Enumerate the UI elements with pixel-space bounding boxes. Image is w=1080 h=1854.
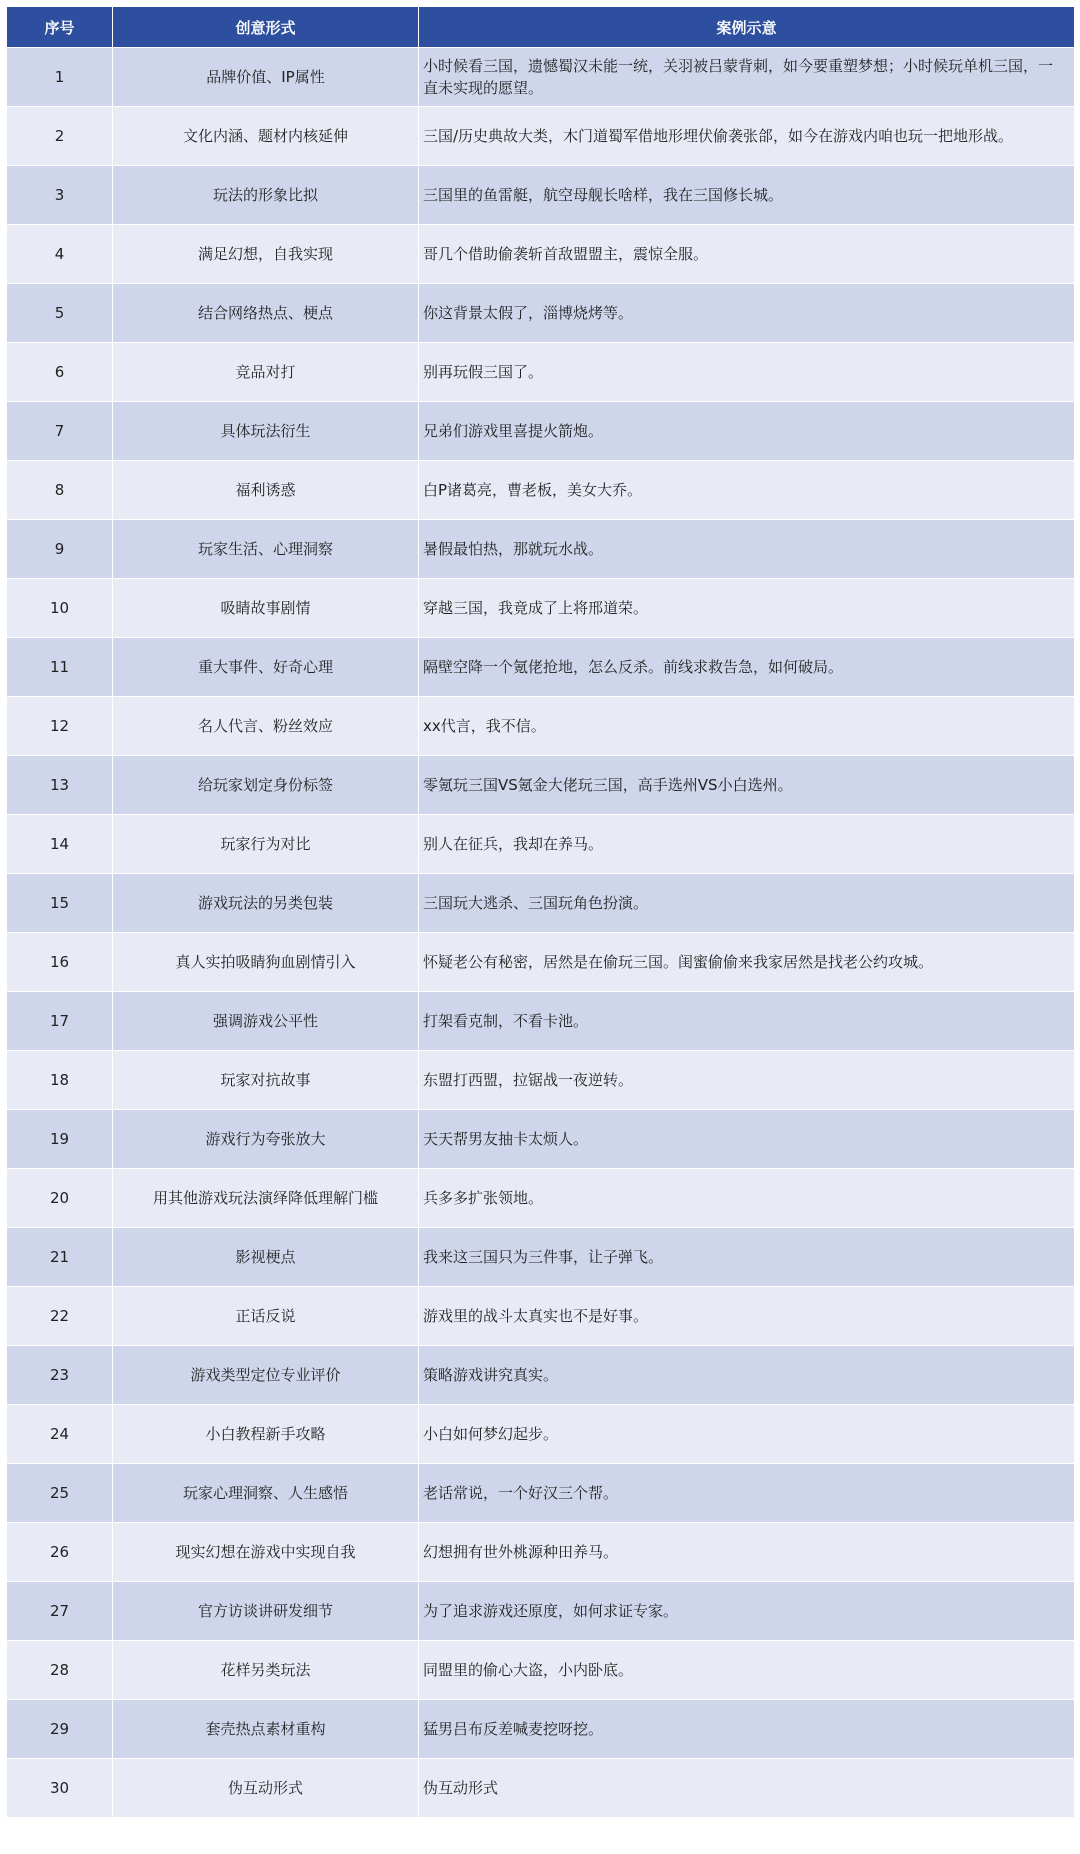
header-example: 案例示意 [419,7,1075,48]
example-cell: 策略游戏讲究真实。 [419,1346,1075,1405]
creative-form-cell: 玩家心理洞察、人生感悟 [113,1464,419,1523]
example-cell: 游戏里的战斗太真实也不是好事。 [419,1287,1075,1346]
table-row [7,1464,1075,1523]
row-number-cell: 5 [7,284,113,343]
row-number-cell: 18 [7,1051,113,1110]
table-row [7,874,1075,933]
creative-form-cell: 玩家生活、心理洞察 [113,520,419,579]
table-row [7,461,1075,520]
example-cell: 隔壁空降一个氪佬抢地，怎么反杀。前线求救告急，如何破局。 [419,638,1075,697]
row-number-cell: 19 [7,1110,113,1169]
table-row [7,1346,1075,1405]
creative-form-cell: 小白教程新手攻略 [113,1405,419,1464]
creative-form-cell: 套壳热点素材重构 [113,1700,419,1759]
row-number-cell: 14 [7,815,113,874]
creative-forms-table [6,6,1075,1818]
table-row [7,284,1075,343]
header-creative-form: 创意形式 [113,7,419,48]
creative-form-cell: 具体玩法衍生 [113,402,419,461]
table-row [7,343,1075,402]
row-number-cell: 21 [7,1228,113,1287]
example-cell: 别人在征兵，我却在养马。 [419,815,1075,874]
table-row [7,815,1075,874]
example-cell: 东盟打西盟，拉锯战一夜逆转。 [419,1051,1075,1110]
creative-form-cell: 竞品对打 [113,343,419,402]
example-cell: 你这背景太假了，淄博烧烤等。 [419,284,1075,343]
example-cell: 幻想拥有世外桃源种田养马。 [419,1523,1075,1582]
table-row [7,1523,1075,1582]
row-number-cell: 17 [7,992,113,1051]
creative-form-cell: 用其他游戏玩法演绎降低理解门槛 [113,1169,419,1228]
creative-form-cell: 重大事件、好奇心理 [113,638,419,697]
row-number-cell: 3 [7,166,113,225]
row-number-cell: 25 [7,1464,113,1523]
table-row [7,107,1075,166]
row-number-cell: 12 [7,697,113,756]
table-row [7,402,1075,461]
creative-form-cell: 玩法的形象比拟 [113,166,419,225]
row-number-cell: 10 [7,579,113,638]
row-number-cell: 11 [7,638,113,697]
example-cell: 穿越三国，我竟成了上将邢道荣。 [419,579,1075,638]
creative-form-cell: 伪互动形式 [113,1759,419,1818]
example-cell: 天天帮男友抽卡太烦人。 [419,1110,1075,1169]
example-cell: 小时候看三国，遗憾蜀汉未能一统，关羽被吕蒙背刺，如今要重塑梦想；小时候玩单机三国，一直未实现的愿望。 [419,48,1075,107]
creative-forms-table-container [6,6,1074,1818]
example-cell: 兄弟们游戏里喜提火箭炮。 [419,402,1075,461]
example-cell: 三国里的鱼雷艇，航空母舰长啥样，我在三国修长城。 [419,166,1075,225]
table-row [7,1582,1075,1641]
table-row [7,1051,1075,1110]
creative-form-cell: 游戏玩法的另类包装 [113,874,419,933]
table-header-row [7,7,1075,48]
table-row [7,1759,1075,1818]
row-number-cell: 15 [7,874,113,933]
table-row [7,697,1075,756]
row-number-cell: 9 [7,520,113,579]
header-number: 序号 [7,7,113,48]
row-number-cell: 27 [7,1582,113,1641]
creative-form-cell: 游戏行为夸张放大 [113,1110,419,1169]
example-cell: 白P诸葛亮，曹老板，美女大乔。 [419,461,1075,520]
creative-form-cell: 官方访谈讲研发细节 [113,1582,419,1641]
table-row [7,1110,1075,1169]
row-number-cell: 20 [7,1169,113,1228]
table-row [7,520,1075,579]
row-number-cell: 24 [7,1405,113,1464]
table-row [7,933,1075,992]
row-number-cell: 7 [7,402,113,461]
row-number-cell: 26 [7,1523,113,1582]
creative-form-cell: 花样另类玩法 [113,1641,419,1700]
table-body [7,48,1075,1818]
example-cell: 别再玩假三国了。 [419,343,1075,402]
table-row [7,1287,1075,1346]
example-cell: 哥几个借助偷袭斩首敌盟盟主，震惊全服。 [419,225,1075,284]
row-number-cell: 30 [7,1759,113,1818]
creative-form-cell: 品牌价值、IP属性 [113,48,419,107]
row-number-cell: 28 [7,1641,113,1700]
table-row [7,1405,1075,1464]
row-number-cell: 13 [7,756,113,815]
table-row [7,166,1075,225]
table-row [7,1641,1075,1700]
example-cell: 怀疑老公有秘密，居然是在偷玩三国。闺蜜偷偷来我家居然是找老公约攻城。 [419,933,1075,992]
example-cell: 同盟里的偷心大盗，小内卧底。 [419,1641,1075,1700]
table-row [7,1169,1075,1228]
row-number-cell: 2 [7,107,113,166]
row-number-cell: 16 [7,933,113,992]
creative-form-cell: 真人实拍吸睛狗血剧情引入 [113,933,419,992]
creative-form-cell: 强调游戏公平性 [113,992,419,1051]
example-cell: 打架看克制，不看卡池。 [419,992,1075,1051]
creative-form-cell: 游戏类型定位专业评价 [113,1346,419,1405]
example-cell: 兵多多扩张领地。 [419,1169,1075,1228]
example-cell: 为了追求游戏还原度，如何求证专家。 [419,1582,1075,1641]
creative-form-cell: 福利诱惑 [113,461,419,520]
example-cell: 暑假最怕热，那就玩水战。 [419,520,1075,579]
creative-form-cell: 吸睛故事剧情 [113,579,419,638]
table-row [7,225,1075,284]
creative-form-cell: 正话反说 [113,1287,419,1346]
creative-form-cell: 结合网络热点、梗点 [113,284,419,343]
table-row [7,1700,1075,1759]
creative-form-cell: 玩家行为对比 [113,815,419,874]
table-row [7,992,1075,1051]
row-number-cell: 23 [7,1346,113,1405]
row-number-cell: 1 [7,48,113,107]
row-number-cell: 4 [7,225,113,284]
creative-form-cell: 影视梗点 [113,1228,419,1287]
example-cell: xx代言，我不信。 [419,697,1075,756]
example-cell: 小白如何梦幻起步。 [419,1405,1075,1464]
table-row [7,48,1075,107]
creative-form-cell: 满足幻想，自我实现 [113,225,419,284]
row-number-cell: 6 [7,343,113,402]
table-row [7,756,1075,815]
creative-form-cell: 文化内涵、题材内核延伸 [113,107,419,166]
row-number-cell: 29 [7,1700,113,1759]
example-cell: 猛男吕布反差喊麦挖呀挖。 [419,1700,1075,1759]
example-cell: 伪互动形式 [419,1759,1075,1818]
table-row [7,638,1075,697]
example-cell: 三国/历史典故大类，木门道蜀军借地形埋伏偷袭张郃，如今在游戏内咱也玩一把地形战。 [419,107,1075,166]
creative-form-cell: 现实幻想在游戏中实现自我 [113,1523,419,1582]
row-number-cell: 22 [7,1287,113,1346]
table-row [7,1228,1075,1287]
table-row [7,579,1075,638]
creative-form-cell: 名人代言、粉丝效应 [113,697,419,756]
creative-form-cell: 玩家对抗故事 [113,1051,419,1110]
example-cell: 我来这三国只为三件事，让子弹飞。 [419,1228,1075,1287]
creative-form-cell: 给玩家划定身份标签 [113,756,419,815]
example-cell: 老话常说，一个好汉三个帮。 [419,1464,1075,1523]
row-number-cell: 8 [7,461,113,520]
example-cell: 零氪玩三国VS氪金大佬玩三国，高手选州VS小白选州。 [419,756,1075,815]
example-cell: 三国玩大逃杀、三国玩角色扮演。 [419,874,1075,933]
